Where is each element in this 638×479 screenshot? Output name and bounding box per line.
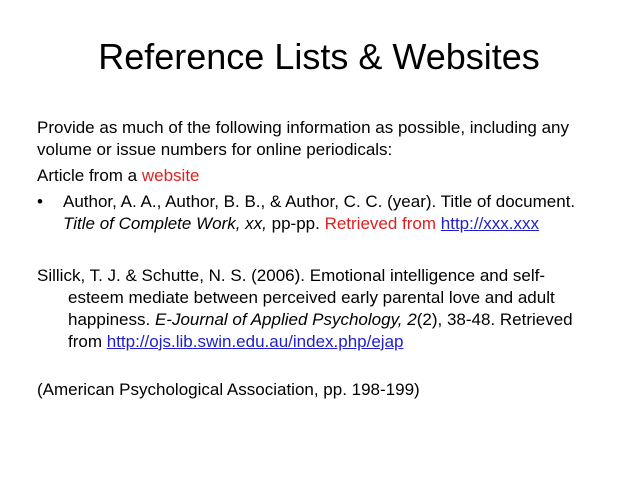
example-url-link[interactable]: http://ojs.lib.swin.edu.au/index.php/ejap [106, 332, 404, 351]
intro-line-2: volume or issue numbers for online periodicals: [37, 140, 393, 159]
template-bullet: • [37, 192, 43, 211]
template-line-1: Author, A. A., Author, B. B., & Author, C. C. (year). Title of document. [63, 192, 576, 211]
example-line-2: esteem mediate between perceived early parental love and adult [68, 288, 555, 307]
template-pages: pp-pp. [266, 214, 325, 233]
template-line-2 [63, 213, 539, 235]
template-url-link[interactable]: http://xxx.xxx [440, 214, 540, 233]
article-highlight: website [141, 166, 200, 185]
example-journal-title: E-Journal of Applied Psychology, 2 [154, 310, 417, 329]
example-line-4 [68, 331, 404, 353]
article-heading [37, 165, 200, 187]
example-happiness: happiness. [68, 310, 155, 329]
intro-line-1: Provide as much of the following information as possible, including any [37, 118, 570, 137]
example-line-1: Sillick, T. J. & Schutte, N. S. (2006). Emotional intelligence and self- [37, 266, 546, 285]
article-label: Article from a [37, 166, 138, 185]
template-retrieved: Retrieved from [324, 214, 437, 233]
example-from: from [68, 332, 107, 351]
source-citation: (American Psychological Association, pp. 198-199) [37, 380, 420, 399]
example-issue-pages: (2), 38-48. Retrieved [416, 310, 573, 329]
template-work-title: Title of Complete Work, xx, [63, 214, 267, 233]
example-line-3 [68, 309, 573, 331]
slide-title: Reference Lists & Websites [98, 36, 540, 77]
